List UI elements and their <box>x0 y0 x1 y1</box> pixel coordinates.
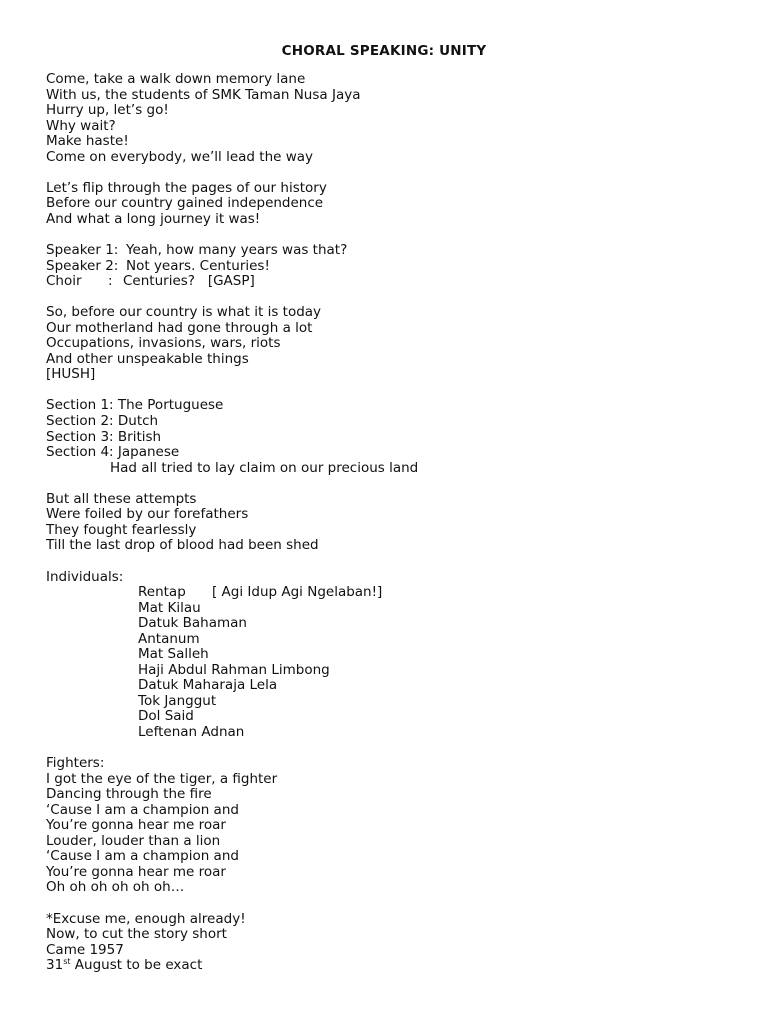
lyric-line: You’re gonna hear me roar <box>46 817 226 834</box>
choir-text: Centuries? [GASP] <box>123 273 255 290</box>
stanza-gap <box>46 383 726 399</box>
text-line: But all these attempts <box>46 490 197 507</box>
individual-name: Rentap <box>138 584 186 601</box>
stanza-gap <box>46 227 726 243</box>
speaker-label: Speaker 1: <box>46 242 119 259</box>
choir-label: Choir <box>46 273 82 290</box>
individuals-label: Individuals: <box>46 568 124 585</box>
text-line: So, before our country is what it is today <box>46 304 322 321</box>
sections-follow-line: Had all tried to lay claim on our precious land <box>110 459 419 476</box>
document-body <box>46 72 726 974</box>
individual-name: Leftenan Adnan <box>138 723 245 740</box>
date-rest: August to be exact <box>70 957 203 974</box>
individual-name: Mat Salleh <box>138 646 209 663</box>
date-suffix: st <box>63 957 71 967</box>
text-line: Till the last drop of blood had been shed <box>46 537 319 554</box>
individual-name: Antanum <box>138 630 200 647</box>
text-line: And what a long journey it was! <box>46 210 261 227</box>
choir-line <box>46 274 726 290</box>
fighters-label: Fighters: <box>46 755 105 772</box>
text-line: *Excuse me, enough already! <box>46 910 246 927</box>
text-line: And other unspeakable things <box>46 350 249 367</box>
speaker-text: Not years. Centuries! <box>126 257 270 274</box>
stanza-gap <box>46 165 726 181</box>
stanza-gap <box>46 554 726 570</box>
speaker-1-line <box>46 243 726 259</box>
individual-name: Haji Abdul Rahman Limbong <box>138 661 330 678</box>
text-line: Our motherland had gone through a lot <box>46 319 313 336</box>
text-line: Come, take a walk down memory lane <box>46 71 306 87</box>
text-line: Come on everybody, we’ll lead the way <box>46 148 314 165</box>
text-line: Before our country gained independence <box>46 195 324 212</box>
lyric-line: Louder, louder than a lion <box>46 832 221 849</box>
text-line: Let’s flip through the pages of our history <box>46 179 327 196</box>
text-line: [HUSH] <box>46 366 96 383</box>
individual-name: Dol Said <box>138 708 194 725</box>
lyric-line: Oh oh oh oh oh oh… <box>46 879 185 896</box>
stanza-gap <box>46 476 726 492</box>
text-line: Were foiled by our forefathers <box>46 506 249 523</box>
individual-name: Tok Janggut <box>138 692 217 709</box>
lyric-line: Dancing through the fire <box>46 786 212 803</box>
individual-quote: [ Agi Idup Agi Ngelaban!] <box>212 584 383 601</box>
individual-name: Mat Kilau <box>138 599 201 616</box>
text-line: Now, to cut the story short <box>46 926 227 943</box>
text-line: Why wait? <box>46 117 116 134</box>
individual-name: Datuk Bahaman <box>138 615 247 632</box>
stanza-gap <box>46 290 726 306</box>
section-line: Section 1: The Portuguese <box>46 397 224 414</box>
section-line: Section 2: Dutch <box>46 413 159 430</box>
stanza-gap <box>46 896 726 912</box>
text-line: Came 1957 <box>46 941 124 958</box>
date-line <box>46 958 726 974</box>
text-line: They fought fearlessly <box>46 521 197 538</box>
text-line: Occupations, invasions, wars, riots <box>46 335 281 352</box>
section-line: Section 3: British <box>46 428 162 445</box>
lyric-line: ‘Cause I am a champion and <box>46 801 239 818</box>
choir-colon: : <box>108 273 113 290</box>
speaker-text: Yeah, how many years was that? <box>126 242 348 259</box>
text-line: Hurry up, let’s go! <box>46 102 169 119</box>
speaker-label: Speaker 2: <box>46 257 119 274</box>
individual-rentap-line <box>46 585 726 601</box>
text-line: Make haste! <box>46 133 129 150</box>
speaker-2-line <box>46 259 726 275</box>
document-title: CHORAL SPEAKING: UNITY <box>281 43 487 59</box>
text-line: With us, the students of SMK Taman Nusa Jaya <box>46 86 361 103</box>
lyric-line: I got the eye of the tiger, a fighter <box>46 770 278 787</box>
lyric-line: You’re gonna hear me roar <box>46 863 226 880</box>
section-line: Section 4: Japanese <box>46 444 180 461</box>
lyric-line: ‘Cause I am a champion and <box>46 848 239 865</box>
individual-name: Datuk Maharaja Lela <box>138 677 278 694</box>
stanza-gap <box>46 741 726 757</box>
date-number: 31 <box>46 957 64 974</box>
